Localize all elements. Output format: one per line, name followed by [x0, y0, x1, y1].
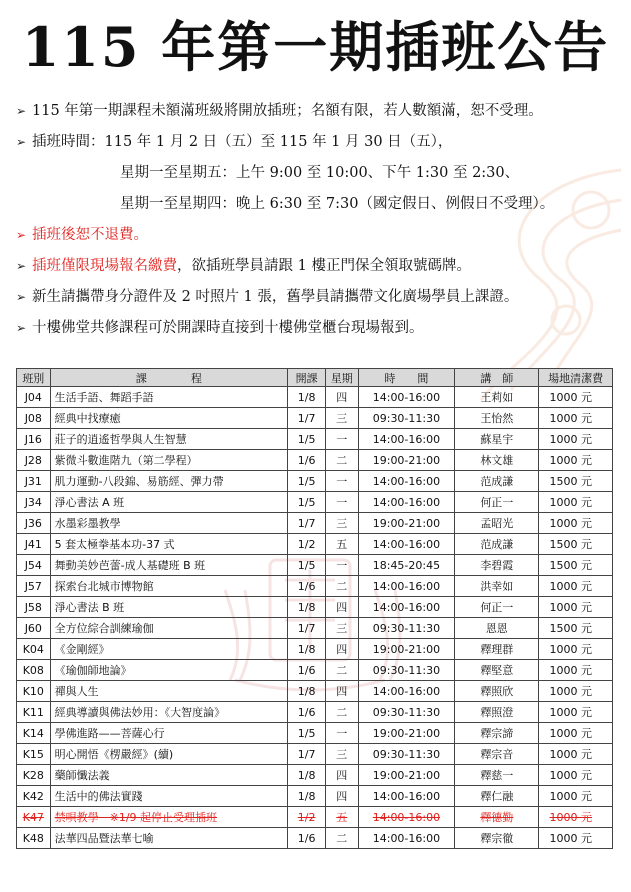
- course-teacher: 蘇星宇: [455, 429, 539, 450]
- course-teacher: 釋堅意: [455, 660, 539, 681]
- course-teacher: 釋宗音: [455, 744, 539, 765]
- table-row: [17, 723, 613, 744]
- course-fee: 1000 元: [539, 387, 613, 408]
- course-time: 19:00-21:00: [358, 513, 455, 534]
- header-day: 星期: [326, 369, 359, 387]
- course-code: J34: [17, 492, 51, 513]
- course-teacher: 王莉如: [455, 387, 539, 408]
- course-time: 19:00-21:00: [358, 765, 455, 786]
- bullet-arrow-icon: ➢: [16, 228, 27, 242]
- course-start: 1/7: [288, 408, 326, 429]
- header-teacher: 講 師: [455, 369, 539, 387]
- table-row: [17, 576, 613, 597]
- course-table-body: [17, 387, 613, 849]
- table-row: [17, 387, 613, 408]
- course-name: 法華四品暨法華七喻: [50, 828, 288, 849]
- course-time: 19:00-21:00: [358, 639, 455, 660]
- course-day: 五: [326, 534, 359, 555]
- course-start: 1/8: [288, 681, 326, 702]
- course-teacher: 李碧霞: [455, 555, 539, 576]
- table-row: [17, 429, 613, 450]
- course-start: 1/5: [288, 723, 326, 744]
- course-day: 四: [326, 597, 359, 618]
- course-start: 1/8: [288, 597, 326, 618]
- course-time: 14:00-16:00: [358, 471, 455, 492]
- course-time: 14:00-16:00: [358, 492, 455, 513]
- course-code: J36: [17, 513, 51, 534]
- header-time: 時 間: [358, 369, 455, 387]
- course-start: 1/7: [288, 618, 326, 639]
- bullet-arrow-icon: ➢: [16, 321, 27, 335]
- table-row: [17, 744, 613, 765]
- notice-item: [16, 251, 621, 282]
- course-fee: 1000 元: [539, 744, 613, 765]
- course-day: 三: [326, 618, 359, 639]
- course-fee: 1000 元: [539, 450, 613, 471]
- course-start: 1/5: [288, 471, 326, 492]
- course-start: 1/6: [288, 660, 326, 681]
- table-row: [17, 639, 613, 660]
- course-day: 二: [326, 660, 359, 681]
- course-start: 1/2: [288, 807, 326, 828]
- course-code: K10: [17, 681, 51, 702]
- course-time: 14:00-16:00: [358, 429, 455, 450]
- course-name: 學佛進路——菩薩心行: [50, 723, 288, 744]
- course-name: 水墨彩墨教學: [50, 513, 288, 534]
- course-teacher: 釋照欣: [455, 681, 539, 702]
- course-code: K48: [17, 828, 51, 849]
- course-start: 1/6: [288, 702, 326, 723]
- course-name: 禪與人生: [50, 681, 288, 702]
- header-course: 課 程: [50, 369, 288, 387]
- course-time: 14:00-16:00: [358, 681, 455, 702]
- course-fee: 1500 元: [539, 534, 613, 555]
- course-teacher: 王怡然: [455, 408, 539, 429]
- course-name: 舞動美妙芭蕾-成人基礎班 B 班: [50, 555, 288, 576]
- course-day: 二: [326, 450, 359, 471]
- course-teacher: 林文雄: [455, 450, 539, 471]
- table-row: [17, 555, 613, 576]
- course-teacher: 何正一: [455, 492, 539, 513]
- course-day: 一: [326, 471, 359, 492]
- course-day: 四: [326, 387, 359, 408]
- course-time: 09:30-11:30: [358, 744, 455, 765]
- course-teacher: 釋宗諦: [455, 723, 539, 744]
- notice-text: 十樓佛堂共修課程可於開課時直接到十樓佛堂櫃台現場報到。: [32, 320, 424, 336]
- course-name: 紫微斗數進階九（第二學程）: [50, 450, 288, 471]
- course-teacher: 釋理群: [455, 639, 539, 660]
- table-row: [17, 702, 613, 723]
- course-start: 1/5: [288, 492, 326, 513]
- table-row: [17, 660, 613, 681]
- course-name: 肌力運動-八段錦、易筋經、彈力帶: [50, 471, 288, 492]
- course-start: 1/8: [288, 639, 326, 660]
- table-row: [17, 618, 613, 639]
- notice-text: ，欲插班學員請跟 1 樓正門保全領取號碼牌。: [177, 258, 471, 274]
- notice-list: [16, 96, 621, 344]
- course-code: K28: [17, 765, 51, 786]
- course-table: [16, 368, 613, 849]
- table-row: [17, 450, 613, 471]
- notice-item-red: [16, 220, 621, 251]
- course-day: 三: [326, 513, 359, 534]
- course-day: 一: [326, 429, 359, 450]
- course-time: 18:45-20:45: [358, 555, 455, 576]
- header-start: 開課: [288, 369, 326, 387]
- table-row: [17, 408, 613, 429]
- course-code: J60: [17, 618, 51, 639]
- notice-item: [16, 282, 621, 313]
- notice-item: [16, 127, 621, 158]
- course-name: 生活中的佛法實踐: [50, 786, 288, 807]
- page-title: 115 年第一期插班公告: [21, 15, 610, 79]
- table-row: [17, 597, 613, 618]
- course-code: J41: [17, 534, 51, 555]
- course-code: J28: [17, 450, 51, 471]
- course-fee: 1000 元: [539, 765, 613, 786]
- course-time: 14:00-16:00: [358, 387, 455, 408]
- course-teacher: 釋慈一: [455, 765, 539, 786]
- course-day: 一: [326, 555, 359, 576]
- course-time: 09:30-11:30: [358, 702, 455, 723]
- course-teacher: 釋照澄: [455, 702, 539, 723]
- table-header-row: [17, 369, 613, 387]
- course-teacher: 孟昭光: [455, 513, 539, 534]
- course-code: K15: [17, 744, 51, 765]
- course-teacher: 何正一: [455, 597, 539, 618]
- table-row: [17, 786, 613, 807]
- course-code: K14: [17, 723, 51, 744]
- course-code: J54: [17, 555, 51, 576]
- course-day: 四: [326, 639, 359, 660]
- course-day: 二: [326, 702, 359, 723]
- notice-text-red: 插班僅限現場報名繳費: [32, 258, 177, 274]
- course-time: 14:00-16:00: [358, 597, 455, 618]
- course-code: K08: [17, 660, 51, 681]
- course-time: 09:30-11:30: [358, 408, 455, 429]
- course-start: 1/6: [288, 828, 326, 849]
- course-day: 四: [326, 765, 359, 786]
- course-code: J58: [17, 597, 51, 618]
- course-fee: 1000 元: [539, 639, 613, 660]
- bullet-arrow-icon: ➢: [16, 135, 27, 149]
- course-day: 四: [326, 681, 359, 702]
- course-fee: 1000 元: [539, 408, 613, 429]
- course-start: 1/6: [288, 576, 326, 597]
- course-teacher: 范成謙: [455, 534, 539, 555]
- course-name: 全方位綜合訓練瑜伽: [50, 618, 288, 639]
- course-start: 1/2: [288, 534, 326, 555]
- course-time: 09:30-11:30: [358, 660, 455, 681]
- notice-text: 插班後恕不退費。: [32, 227, 148, 243]
- course-name: 5 套太極拳基本功-37 式: [50, 534, 288, 555]
- course-day: 三: [326, 744, 359, 765]
- course-teacher: 恩恩: [455, 618, 539, 639]
- notice-item: [16, 96, 621, 127]
- notice-text: 新生請攜帶身分證件及 2 吋照片 1 張，舊學員請攜帶文化廣場學員上課證。: [32, 289, 519, 305]
- course-fee: 1000 元: [539, 660, 613, 681]
- course-name: 探索台北城市博物館: [50, 576, 288, 597]
- notice-item: [16, 313, 621, 344]
- bullet-arrow-icon: ➢: [16, 259, 27, 273]
- course-start: 1/6: [288, 450, 326, 471]
- course-time: 14:00-16:00: [358, 576, 455, 597]
- course-day: 一: [326, 723, 359, 744]
- notice-continuation: 星期一至星期四：晚上 6:30 至 7:30（國定假日、例假日不受理）。: [120, 196, 555, 212]
- course-name: 淨心書法 A 班: [50, 492, 288, 513]
- course-fee: 1000 元: [539, 513, 613, 534]
- header-code: 班別: [17, 369, 51, 387]
- course-fee: 1000 元: [539, 828, 613, 849]
- table-row: [17, 681, 613, 702]
- course-name: 莊子的逍遙哲學與人生智慧: [50, 429, 288, 450]
- course-time: 09:30-11:30: [358, 618, 455, 639]
- course-code: J57: [17, 576, 51, 597]
- table-row: [17, 534, 613, 555]
- course-teacher: 范成謙: [455, 471, 539, 492]
- course-fee: 1000 元: [539, 681, 613, 702]
- course-fee: 1500 元: [539, 555, 613, 576]
- course-code: K47: [17, 807, 51, 828]
- course-code: K42: [17, 786, 51, 807]
- notice-text: 插班時間：115 年 1 月 2 日（五）至 115 年 1 月 30 日（五），: [32, 134, 453, 150]
- course-teacher: 釋仁融: [455, 786, 539, 807]
- course-start: 1/8: [288, 387, 326, 408]
- course-fee: 1000 元: [539, 492, 613, 513]
- course-time: 19:00-21:00: [358, 450, 455, 471]
- course-code: J16: [17, 429, 51, 450]
- course-name: 《瑜伽師地論》: [50, 660, 288, 681]
- course-start: 1/5: [288, 429, 326, 450]
- course-name: 藥師懺法義: [50, 765, 288, 786]
- course-fee: 1000 元: [539, 429, 613, 450]
- course-fee: 1000 元: [539, 786, 613, 807]
- bullet-arrow-icon: ➢: [16, 104, 27, 118]
- table-row: [17, 828, 613, 849]
- course-time: 14:00-16:00: [358, 534, 455, 555]
- course-start: 1/7: [288, 513, 326, 534]
- course-code: K11: [17, 702, 51, 723]
- course-teacher: 釋宗徹: [455, 828, 539, 849]
- table-row: [17, 765, 613, 786]
- table-row: [17, 807, 613, 828]
- course-time: 14:00-16:00: [358, 807, 455, 828]
- course-fee: 1000 元: [539, 576, 613, 597]
- table-row: [17, 513, 613, 534]
- course-fee: 1500 元: [539, 618, 613, 639]
- course-day: 一: [326, 492, 359, 513]
- bullet-arrow-icon: ➢: [16, 290, 27, 304]
- course-teacher: 釋德勤: [455, 807, 539, 828]
- course-code: K04: [17, 639, 51, 660]
- course-fee: 1000 元: [539, 723, 613, 744]
- course-name: 淨心書法 B 班: [50, 597, 288, 618]
- course-name: 明心開悟《楞嚴經》(續): [50, 744, 288, 765]
- course-code: J31: [17, 471, 51, 492]
- course-time: 19:00-21:00: [358, 723, 455, 744]
- table-row: [17, 471, 613, 492]
- table-row: [17, 492, 613, 513]
- course-start: 1/8: [288, 786, 326, 807]
- course-time: 14:00-16:00: [358, 786, 455, 807]
- course-fee: 1500 元: [539, 471, 613, 492]
- course-day: 三: [326, 408, 359, 429]
- notice-text: 115 年第一期課程未額滿班級將開放插班；名額有限，若人數額滿，恕不受理。: [32, 103, 543, 119]
- course-day: 二: [326, 828, 359, 849]
- course-teacher: 洪幸如: [455, 576, 539, 597]
- course-day: 四: [326, 786, 359, 807]
- course-name: 經典導讀與佛法妙用：《大智度論》: [50, 702, 288, 723]
- course-fee: 1000 元: [539, 702, 613, 723]
- course-name: 生活手語、舞蹈手語: [50, 387, 288, 408]
- notice-continuation: 星期一至星期五：上午 9:00 至 10:00、下午 1:30 至 2:30、: [120, 165, 520, 181]
- course-day: 五: [326, 807, 359, 828]
- course-code: J04: [17, 387, 51, 408]
- course-name: 禁唄教學 ※1/9 起停止受理插班: [50, 807, 288, 828]
- course-start: 1/8: [288, 765, 326, 786]
- course-start: 1/7: [288, 744, 326, 765]
- header-fee: 場地清潔費: [539, 369, 613, 387]
- course-start: 1/5: [288, 555, 326, 576]
- course-code: J08: [17, 408, 51, 429]
- course-fee: 1000 元: [539, 807, 613, 828]
- course-fee: 1000 元: [539, 597, 613, 618]
- course-name: 《金剛經》: [50, 639, 288, 660]
- course-time: 14:00-16:00: [358, 828, 455, 849]
- course-day: 二: [326, 576, 359, 597]
- course-name: 經典中找療癒: [50, 408, 288, 429]
